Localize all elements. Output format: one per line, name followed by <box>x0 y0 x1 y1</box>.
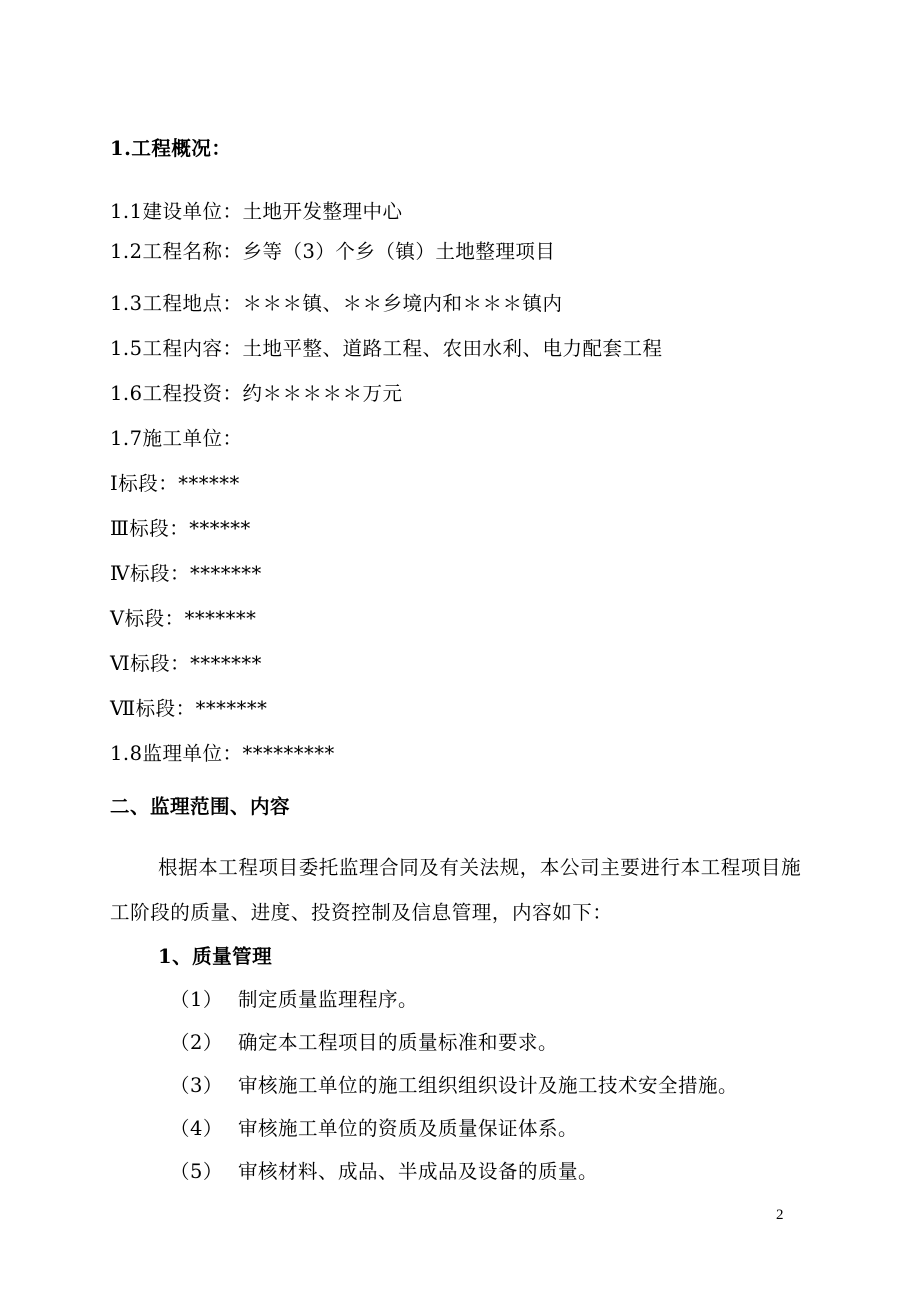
item-section-6: Ⅵ标段：******* <box>110 652 262 675</box>
item-construction-unit: 1.1建设单位：土地开发整理中心 <box>110 200 403 223</box>
list-item-number: （4） <box>170 1117 223 1140</box>
item-project-name: 1.2工程名称：乡等（3）个乡（镇）土地整理项目 <box>110 240 556 263</box>
list-item-text: 审核施工单位的资质及质量保证体系。 <box>238 1117 579 1140</box>
scope-paragraph: 根据本工程项目委托监理合同及有关法规，本公司主要进行本工程项目施工阶段的质量、进度、投资控制及信息管理，内容如下： <box>110 856 802 924</box>
item-project-content: 1.5工程内容：土地平整、道路工程、农田水利、电力配套工程 <box>110 337 663 360</box>
item-project-investment: 1.6工程投资：约＊＊＊＊＊万元 <box>110 382 403 405</box>
list-item-text: 确定本工程项目的质量标准和要求。 <box>238 1031 559 1054</box>
list-item <box>170 1160 598 1184</box>
list-item-number: （1） <box>170 988 223 1011</box>
item-supervision-unit: 1.8监理单位：********* <box>110 742 335 765</box>
list-item <box>170 1117 578 1141</box>
section-heading-supervision-scope: 二、监理范围、内容 <box>110 795 291 818</box>
list-item-number: （2） <box>170 1031 223 1054</box>
list-item <box>170 988 418 1012</box>
sub-heading-quality-management: 1、质量管理 <box>158 945 273 968</box>
list-item-number: （5） <box>170 1160 223 1183</box>
list-item-text: 审核施工单位的施工组织组织设计及施工技术安全措施。 <box>238 1074 739 1097</box>
list-item-number: （3） <box>170 1074 223 1097</box>
section-heading-project-overview: 1.工程概况： <box>110 137 232 160</box>
item-section-4: Ⅳ标段：******* <box>110 562 262 585</box>
list-item-text: 审核材料、成品、半成品及设备的质量。 <box>238 1160 599 1183</box>
item-section-7: Ⅶ标段：******* <box>110 697 268 720</box>
list-item <box>170 1031 558 1055</box>
list-item-text: 制定质量监理程序。 <box>238 988 419 1011</box>
item-section-1: Ⅰ标段：****** <box>110 472 240 495</box>
item-project-location: 1.3工程地点：＊＊＊镇、＊＊乡境内和＊＊＊镇内 <box>110 292 563 315</box>
item-section-3: Ⅲ标段：****** <box>110 517 251 540</box>
item-construction-units: 1.7施工单位： <box>110 427 243 450</box>
page-number: 2 <box>776 1207 784 1223</box>
item-section-5: Ⅴ标段：******* <box>110 607 257 630</box>
list-item <box>170 1074 738 1098</box>
